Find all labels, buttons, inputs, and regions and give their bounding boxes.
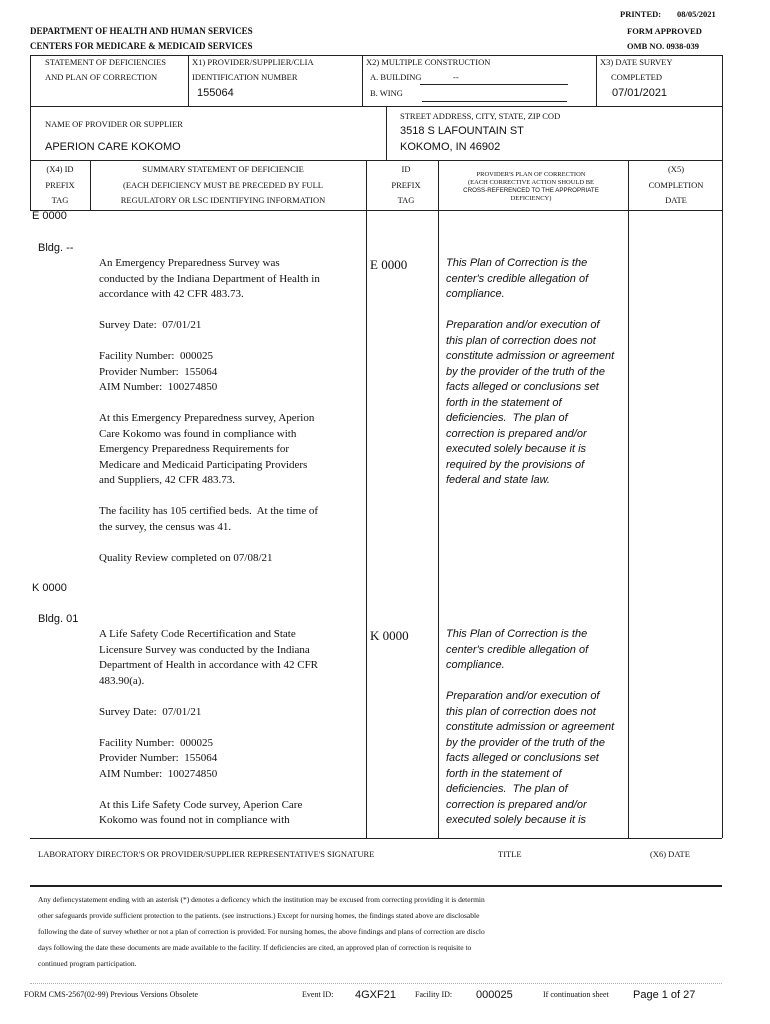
signature-date-label: (X6) DATE	[650, 849, 690, 859]
deficiency-tag: E 0000	[32, 209, 67, 222]
plan-line: Preparation and/or execution of	[446, 319, 600, 332]
plan-line: This Plan of Correction is the	[446, 257, 588, 270]
provider-name: APERION CARE KOKOMO	[45, 140, 181, 153]
disclaimer-line: Any defiencystatement ending with an asterisk (*) denotes a deficency which the institution may be excused from correcting providing it is determin	[38, 895, 485, 904]
disclaimer-line: continued program participation.	[38, 959, 137, 968]
summary-line: Provider Number: 155064	[99, 365, 218, 378]
header-divider-x2	[362, 55, 363, 106]
body-bottom-rule	[30, 838, 722, 839]
column-divider-x5	[628, 160, 629, 838]
column-header-line: PREFIX	[45, 179, 75, 190]
column-header-line: SUMMARY STATEMENT OF DEFICIENCIE	[142, 164, 304, 175]
plan-line: deficiencies. The plan of	[446, 412, 568, 425]
plan-line: deficiencies. The plan of	[446, 783, 568, 796]
x3-label: COMPLETED	[611, 72, 662, 82]
summary-paragraph	[99, 411, 320, 489]
plan-line: compliance.	[446, 288, 505, 301]
street-address: 3518 S LAFOUNTAIN ST	[400, 125, 524, 137]
plan-line: center's credible allegation of	[446, 643, 589, 656]
plan-line: constitute admission or agreement	[446, 350, 615, 363]
provider-name-label: NAME OF PROVIDER OR SUPPLIER	[45, 119, 183, 129]
wing-underline	[422, 101, 567, 102]
plan-of-correction	[446, 627, 614, 829]
column-header-x5	[628, 162, 724, 209]
summary-line: An Emergency Preparedness Survey was	[99, 257, 280, 270]
plan-paragraph	[446, 256, 614, 303]
event-id: 4GXF21	[355, 988, 396, 1001]
building-tag: Bldg. 01	[38, 612, 79, 625]
summary-line: Survey Date: 07/01/21	[99, 319, 202, 332]
column-header-line: ID	[401, 164, 411, 175]
signature-label: LABORATORY DIRECTOR'S OR PROVIDER/SUPPLIER REPRESENTATIVE'S SIGNATURE	[38, 849, 375, 859]
plan-line: facts alleged or conclusions set	[446, 381, 599, 394]
disclaimer-line: days following the date these documents are made available to the facility. If deficiencies are cited, an approved plan of correction is requisite to	[38, 943, 472, 952]
summary-paragraph	[99, 349, 320, 396]
summary-line: and Suppliers, 42 CFR 483.73.	[99, 474, 235, 487]
summary-statement	[99, 256, 320, 566]
plan-line: facts alleged or conclusions set	[446, 752, 599, 765]
summary-paragraph	[99, 551, 320, 567]
column-header-line: DATE	[665, 195, 687, 206]
building-value: --	[453, 72, 459, 82]
column-header-x4	[30, 162, 90, 209]
summary-paragraph	[99, 736, 318, 783]
column-header-line: TAG	[397, 195, 415, 206]
facility-id: 000025	[476, 988, 513, 1001]
plan-of-correction	[446, 256, 614, 489]
column-header-id	[368, 162, 444, 209]
building-underline	[420, 84, 568, 85]
summary-line: accordance with 42 CFR 483.73.	[99, 288, 244, 301]
x1-label: X1) PROVIDER/SUPPLIER/CLIA	[192, 57, 314, 67]
building-tag: Bldg. --	[38, 241, 74, 254]
disclaimer-text	[38, 892, 485, 972]
survey-completed-date: 07/01/2021	[612, 86, 668, 99]
x1-label: IDENTIFICATION NUMBER	[192, 72, 298, 82]
column-header-line: (EACH CORRECTIVE ACTION SHOULD BE	[467, 179, 595, 186]
printed-label: PRINTED:	[620, 9, 662, 19]
plan-id-tag: E 0000	[370, 256, 408, 272]
column-header-line: (X5)	[667, 164, 685, 175]
summary-line: Provider Number: 155064	[99, 752, 218, 765]
summary-line: conducted by the Indiana Department of Health in	[99, 272, 320, 285]
column-header-line: COMPLETION	[648, 179, 704, 190]
statement-label: STATEMENT OF DEFICIENCIES	[45, 57, 167, 67]
column-header-line: PREFIX	[391, 179, 421, 190]
plan-line: correction is prepared and/or	[446, 427, 587, 440]
plan-id-tag: K 0000	[370, 627, 409, 643]
wing-label: B. WING	[370, 88, 403, 98]
plan-line: compliance.	[446, 659, 505, 672]
page-number: Page 1 of 27	[633, 988, 696, 1001]
city-state-zip: KOKOMO, IN 46902	[400, 140, 501, 153]
header-row1-bottom-rule	[30, 106, 722, 107]
header-top-rule	[30, 55, 722, 56]
summary-paragraph	[99, 504, 320, 535]
summary-paragraph	[99, 798, 318, 829]
plan-line: forth in the statement of	[446, 767, 562, 780]
provider-id-number: 155064	[197, 86, 234, 99]
x2-label: X2) MULTIPLE CONSTRUCTION	[366, 57, 491, 67]
department-name: DEPARTMENT OF HEALTH AND HUMAN SERVICES	[30, 25, 253, 36]
header-divider-x1	[188, 55, 189, 106]
summary-paragraph	[99, 256, 320, 303]
summary-line: Medicare and Medicaid Participating Providers	[99, 458, 308, 471]
column-header-line: (X4) ID	[46, 164, 74, 175]
summary-line: the survey, the census was 41.	[99, 520, 232, 533]
summary-line: Licensure Survey was conducted by the Indiana	[99, 643, 310, 656]
summary-line: At this Life Safety Code survey, Aperion Care	[99, 798, 303, 811]
column-divider-plan	[438, 160, 439, 838]
building-label: A. BUILDING	[370, 72, 422, 82]
omb-number: OMB NO. 0938-039	[627, 41, 700, 51]
summary-line: Survey Date: 07/01/21	[99, 705, 202, 718]
summary-line: Facility Number: 000025	[99, 736, 213, 749]
header-divider-address	[386, 106, 387, 160]
plan-paragraph	[446, 689, 614, 829]
plan-line: Preparation and/or execution of	[446, 690, 600, 703]
footer-separator	[30, 983, 722, 984]
plan-line: constitute admission or agreement	[446, 721, 615, 734]
summary-paragraph	[99, 318, 320, 334]
plan-line: executed solely because it is	[446, 443, 587, 456]
statement-label: AND PLAN OF CORRECTION	[45, 72, 158, 82]
column-header-line: PROVIDER'S PLAN OF CORRECTION	[476, 171, 586, 178]
summary-line: Facility Number: 000025	[99, 350, 213, 363]
header-row2-bottom-rule	[30, 160, 722, 161]
header-divider-x3	[596, 55, 597, 106]
printed-date: 08/05/2021	[677, 9, 716, 19]
plan-paragraph	[446, 627, 614, 674]
plan-line: center's credible allegation of	[446, 272, 589, 285]
form-approved: FORM APPROVED	[627, 26, 702, 36]
address-label: STREET ADDRESS, CITY, STATE, ZIP COD	[400, 111, 561, 121]
event-id-label: Event ID:	[302, 990, 334, 999]
centers-name: CENTERS FOR MEDICARE & MEDICAID SERVICES	[30, 40, 253, 51]
plan-line: this plan of correction does not	[446, 334, 596, 347]
summary-line: 483.90(a).	[99, 674, 145, 687]
plan-line: executed solely because it is	[446, 814, 587, 827]
disclaimer-line: following the date of survey whether or not a plan of correction is provided. For nursing homes, the above findings and plans of correction are disclo	[38, 927, 485, 936]
disclaimer-line: other safeguards provide sufficient protection to the patients. (see instructions.) Except for nursing homes, the findings stated above are disclosable	[38, 911, 480, 920]
deficiency-tag: K 0000	[32, 581, 67, 594]
summary-line: Department of Health in accordance with 42 CFR	[99, 659, 319, 672]
form-number: FORM CMS-2567(02-99) Previous Versions Obsolete	[24, 990, 199, 999]
summary-line: Kokomo was found not in compliance with	[99, 814, 290, 827]
column-header-line: (EACH DEFICIENCY MUST BE PRECEDED BY FULL	[123, 179, 323, 190]
plan-paragraph	[446, 318, 614, 489]
summary-paragraph	[99, 705, 318, 721]
summary-paragraph	[99, 627, 318, 689]
facility-id-label: Facility ID:	[415, 990, 453, 999]
plan-line: correction is prepared and/or	[446, 798, 587, 811]
plan-line: This Plan of Correction is the	[446, 628, 588, 641]
summary-line: At this Emergency Preparedness survey, Aperion	[99, 412, 315, 425]
summary-line: The facility has 105 certified beds. At the time of	[99, 505, 319, 518]
title-label: TITLE	[498, 849, 522, 859]
plan-line: this plan of correction does not	[446, 705, 596, 718]
column-header-plan	[438, 171, 624, 203]
plan-line: by the provider of the truth of the	[446, 365, 605, 378]
summary-line: Emergency Preparedness Requirements for	[99, 443, 290, 456]
summary-line: A Life Safety Code Recertification and State	[99, 628, 296, 641]
column-header-summary	[90, 162, 356, 209]
summary-line: Care Kokomo was found in compliance with	[99, 427, 297, 440]
column-header-bottom-rule	[30, 210, 722, 211]
column-header-line: REGULATORY OR LSC IDENTIFYING INFORMATION	[120, 195, 326, 206]
plan-line: forth in the statement of	[446, 396, 562, 409]
signature-bottom-rule	[30, 885, 722, 887]
continuation-label: If continuation sheet	[543, 990, 609, 999]
column-header-line: TAG	[51, 195, 69, 206]
column-header-line: DEFICIENCY)	[510, 195, 552, 202]
plan-line: by the provider of the truth of the	[446, 736, 605, 749]
summary-statement	[99, 627, 318, 829]
summary-line: AIM Number: 100274850	[99, 381, 218, 394]
column-header-line: CROSS-REFERENCED TO THE APPROPRIATE	[463, 187, 599, 194]
summary-line: AIM Number: 100274850	[99, 767, 218, 780]
plan-line: federal and state law.	[446, 474, 550, 487]
summary-line: Quality Review completed on 07/08/21	[99, 551, 273, 564]
plan-line: required by the provisions of	[446, 458, 585, 471]
x3-label: X3) DATE SURVEY	[600, 57, 673, 67]
column-divider-id	[366, 160, 367, 838]
